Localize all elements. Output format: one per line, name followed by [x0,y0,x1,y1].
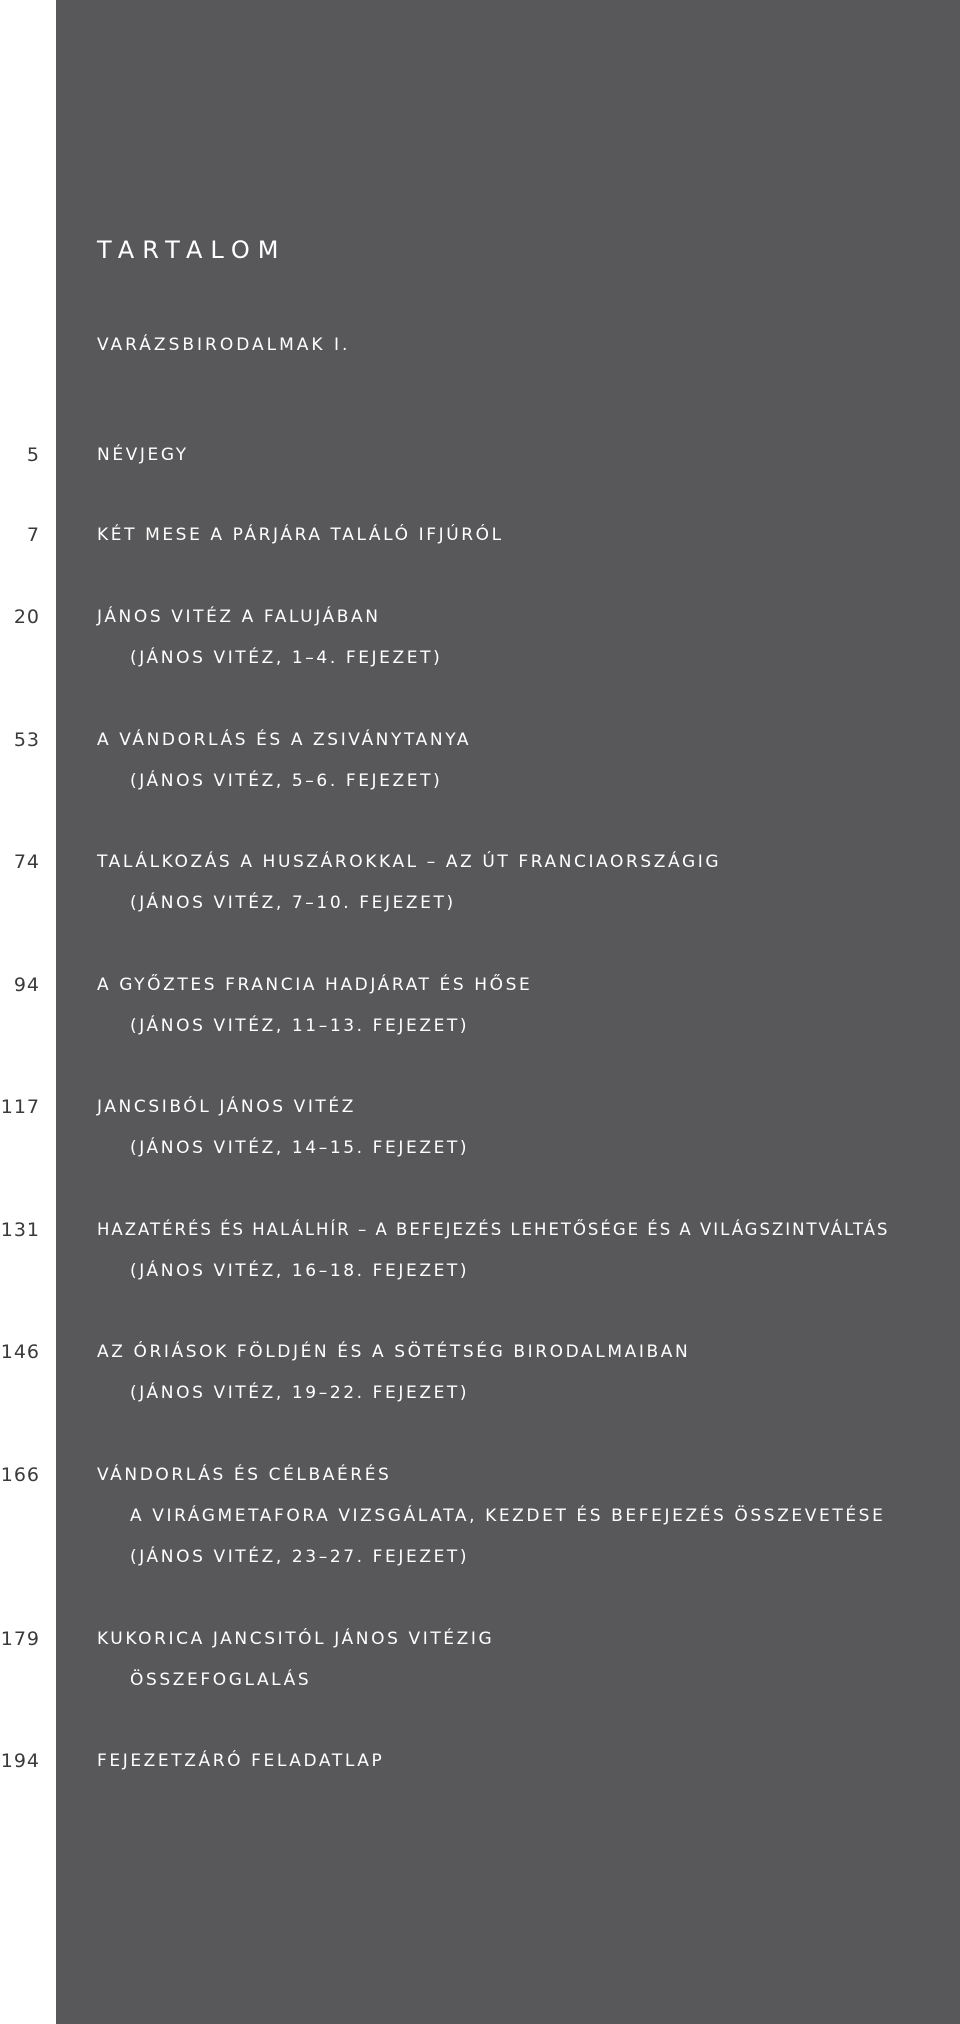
toc-entry [0,1219,960,1339]
chapter-subtitle: ÖSSZEFOGLALÁS [130,1670,312,1690]
page-number: 194 [0,1750,40,1772]
chapter-title: A VÁNDORLÁS ÉS A ZSIVÁNYTANYA [97,730,472,750]
chapter-title: TALÁLKOZÁS A HUSZÁROKKAL – AZ ÚT FRANCIAORSZÁGIG [97,852,722,872]
chapter-subtitle: (JÁNOS VITÉZ, 7–10. FEJEZET) [130,893,456,913]
page-number: 166 [0,1464,40,1486]
page-number: 179 [0,1628,40,1650]
chapter-title: VÁNDORLÁS ÉS CÉLBAÉRÉS [97,1465,392,1485]
toc-entry [0,606,960,726]
contents-heading: TARTALOM [97,236,287,264]
chapter-subtitle: (JÁNOS VITÉZ, 19–22. FEJEZET) [130,1383,470,1403]
chapter-title: JANCSIBÓL JÁNOS VITÉZ [97,1097,357,1117]
page-number: 74 [13,851,40,873]
toc-entry [0,1750,960,1870]
toc-entry [0,1628,960,1748]
toc-entry [0,729,960,849]
chapter-title: KÉT MESE A PÁRJÁRA TALÁLÓ IFJÚRÓL [97,525,504,545]
toc-entry [0,974,960,1094]
chapter-subtitle: (JÁNOS VITÉZ, 14–15. FEJEZET) [130,1138,470,1158]
toc-entry [0,1464,960,1584]
page-number: 20 [13,606,40,628]
chapter-subtitle: (JÁNOS VITÉZ, 1–4. FEJEZET) [130,648,443,668]
chapter-subtitle: (JÁNOS VITÉZ, 11–13. FEJEZET) [130,1016,470,1036]
chapter-title: A GYŐZTES FRANCIA HADJÁRAT ÉS HŐSE [97,975,533,995]
toc-entry [0,1341,960,1461]
page-number: 117 [0,1096,40,1118]
chapter-title: KUKORICA JANCSITÓL JÁNOS VITÉZIG [97,1629,495,1649]
page-number: 53 [13,729,40,751]
page-number: 146 [0,1341,40,1363]
chapter-subtitle: (JÁNOS VITÉZ, 5–6. FEJEZET) [130,771,443,791]
chapter-title: FEJEZETZÁRÓ FELADATLAP [97,1751,385,1771]
chapter-title: NÉVJEGY [97,445,189,465]
chapter-title: JÁNOS VITÉZ A FALUJÁBAN [97,607,381,627]
chapter-subtitle: (JÁNOS VITÉZ, 16–18. FEJEZET) [130,1261,470,1281]
page-number: 5 [26,444,40,466]
chapter-title: HAZATÉRÉS ÉS HALÁLHÍR – A BEFEJEZÉS LEHETŐSÉGE ÉS A VILÁGSZINTVÁLTÁS [97,1220,890,1239]
chapter-subtitle: (JÁNOS VITÉZ, 23–27. FEJEZET) [130,1547,470,1567]
chapter-subtitle: A VIRÁGMETAFORA VIZSGÁLATA, KEZDET ÉS BEFEJEZÉS ÖSSZEVETÉSE [130,1506,886,1526]
page-number: 131 [0,1219,40,1241]
volume-title: VARÁZSBIRODALMAK I. [97,335,351,355]
page-number: 7 [26,524,40,546]
chapter-title: AZ ÓRIÁSOK FÖLDJÉN ÉS A SÖTÉTSÉG BIRODALMAIBAN [97,1342,691,1362]
page-number: 94 [13,974,40,996]
toc-entry [0,851,960,971]
toc-entry [0,1096,960,1216]
